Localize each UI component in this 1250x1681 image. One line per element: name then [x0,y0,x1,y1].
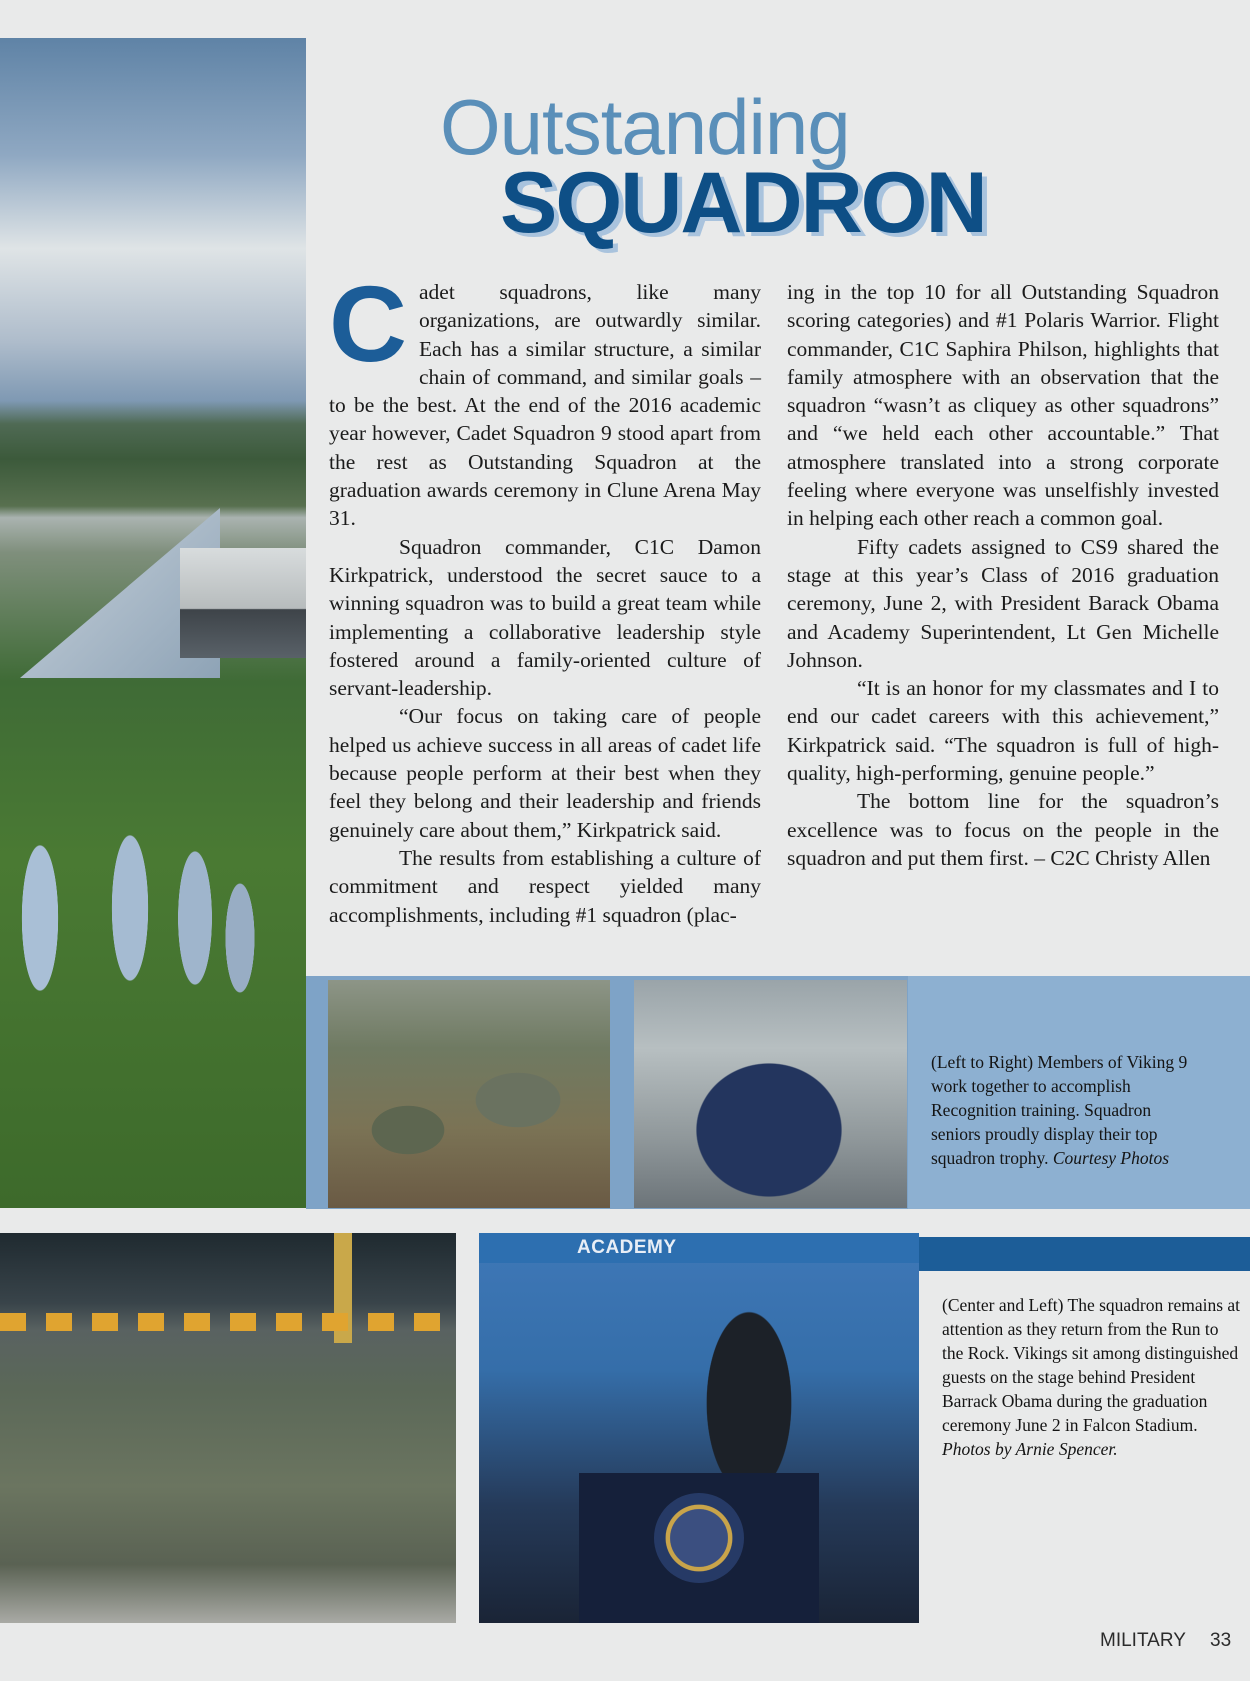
photo-caption-bottom [942,1293,1242,1461]
article-column-right [787,278,1219,872]
caption-top-text: (Left to Right) Members of Viking 9 work together to accomplish Recognition training. Squadron seniors proudly display their top squadron trophy. [931,1052,1188,1168]
cadets-walking [0,768,270,1068]
yellow-caps-row [0,1313,456,1331]
recognition-training-photo [328,980,610,1208]
article-paragraph-6: “It is an honor for my classmates and I to end our cadet careers with this achievement,” Kirkpatrick said. “The squadron is full of high-quality, high-performing, genuine people.” [787,676,1219,786]
article-title-line2: SQUADRON [500,155,986,251]
article-paragraph-4: The results from establishing a culture of commitment and respect yielded many accomplishments, including #1 squadron (plac- [329,845,761,927]
presidential-seal-icon [654,1493,744,1583]
academy-banner [479,1233,919,1263]
caption-bottom-credit: Photos by Arnie Spencer. [942,1439,1118,1459]
formation-attention-photo [0,1233,456,1623]
campus-chapel-photo [0,38,306,1208]
article-paragraph-4-continued: ing in the top 10 for all Outstanding Squadron scoring categories) and #1 Polaris Warrior. Flight commander, C1C Saphira Philson, highlights that family atmosphere with an observation that the squadron “wasn’t as cliquey as other squadrons” and “we held each other accountable.” That atmosphere translated into a strong corporate feeling where everyone was unselfishly invested in helping each other reach a common goal. [787,280,1219,531]
paragraph-1-text: adet squadrons, like many organizations, are outwardly similar. Each has a similar structure, a similar chain of command, and similar goals – to be the best. At the end of the 2016 academic year however, Cadet Squadron 9 stood apart from the rest as Outstanding Squadron at the graduation awards ceremony in Clune Arena May 31. [329,280,761,531]
article-title-line1: Outstanding [440,83,850,171]
caption-band-bottom [919,1237,1250,1271]
squadron-trophy-photo [634,980,907,1208]
academy-banner-text: ACADEMY [577,1237,677,1258]
page-number: 33 [1210,1630,1232,1651]
caption-bottom-text: (Center and Left) The squadron remains at attention as they return from the Run to the Rock. Vikings sit among distinguished guests on the stage behind President Barrack Obama during the graduation ceremony June 2 in Falcon Stadium. [942,1295,1241,1435]
campus-building [180,548,306,658]
article-paragraph-7: The bottom line for the squadron’s excellence was to focus on the people in the squadron and put them first. – C2C Christy Allen [787,789,1219,870]
article-paragraph-5: Fifty cadets assigned to CS9 shared the stage at this year’s Class of 2016 graduation ceremony, June 2, with President Barack Obama and Academy Superintendent, Lt Gen Michelle Johnson. [787,534,1219,672]
graduation-ceremony-photo [479,1233,919,1623]
article-paragraph-2: Squadron commander, C1C Damon Kirkpatrick, understood the secret sauce to a winning squadron was to build a great team while implementing a collaborative leadership style fostered around a family-oriented culture of servant-leadership. [329,534,761,701]
article-paragraph-1 [329,263,761,533]
article-paragraph-3: “Our focus on taking care of people helped us achieve success in all areas of cadet life because people perform at their best when they feel they belong and their leadership and friends genuinely care about them,” Kirkpatrick said. [329,704,761,842]
drop-cap: C [329,263,407,384]
article-column-left [329,263,761,929]
section-label: MILITARY [1100,1630,1186,1651]
caption-top-credit: Courtesy Photos [1052,1148,1170,1168]
photo-caption-top [931,1050,1193,1170]
